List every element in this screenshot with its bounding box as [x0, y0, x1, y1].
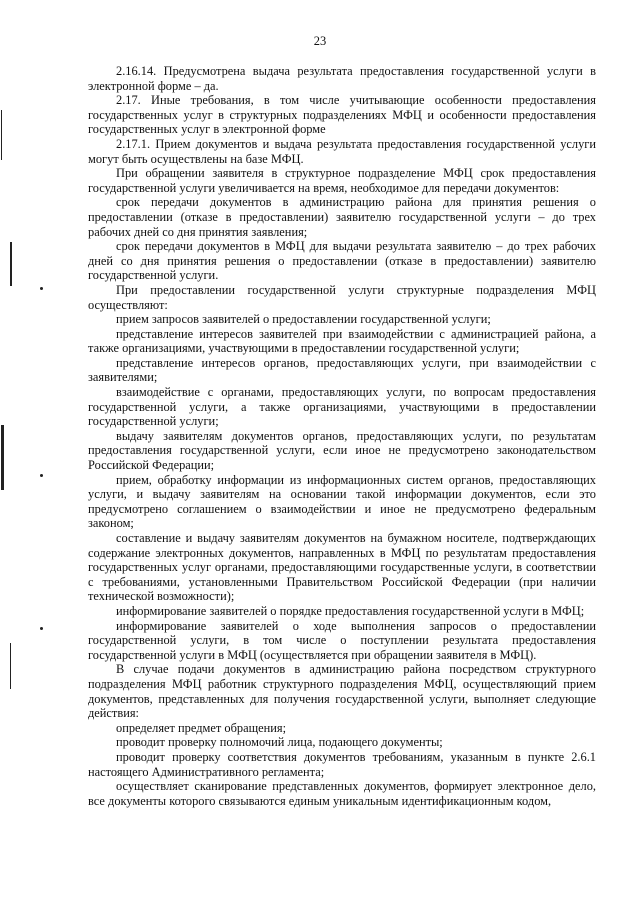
paragraph: проводит проверку полномочий лица, подающего документы;	[116, 735, 443, 750]
scan-mark	[40, 287, 43, 290]
paragraph: 2.17.1. Прием документов и выдача результата предоставления государственной услуги могут быть осуществлены на базе МФЦ.	[88, 136, 596, 166]
document-body	[88, 64, 596, 808]
scan-mark	[40, 627, 43, 630]
paragraph: прием запросов заявителей о предоставлении государственной услуги;	[116, 312, 491, 327]
paragraph: срок передачи документов в администрацию района для принятия решения о предоставлении (отказе в предоставлении) заявителю государственной услуги – до трех рабочих дней со дня принятия заявления;	[88, 195, 596, 239]
paragraph: выдачу заявителям документов органов, предоставляющих услуги, по результатам предоставления государственной услуги, если иное не предусмотрено законодательством Российской Федерации;	[88, 428, 596, 473]
paragraph: взаимодействие с органами, предоставляющих услуги, по вопросам предоставления государственной услуги, а также организациями, участвующими в предоставлении государственной услуги;	[88, 385, 596, 429]
scan-mark	[40, 474, 43, 477]
paragraph: осуществляет сканирование представленных документов, формирует электронное дело, все документы которого связываются единым уникальным идентификационным кодом,	[88, 779, 596, 808]
paragraph: проводит проверку соответствия документов требованиям, указанным в пункте 2.6.1 настоящего Административного регламента;	[88, 749, 596, 779]
page-number: 23	[313, 34, 327, 48]
scan-mark	[10, 242, 12, 286]
paragraph: составление и выдачу заявителям документов на бумажном носителе, подтверждающих содержание электронных документов, направленных в МФЦ по результатам предоставления государственных услуг органами, предоставляющими государственные услуги, в соответствии с требованиями, установленными Правительством Российской Федерации (при наличии технической возможности);	[88, 531, 596, 604]
paragraph: срок передачи документов в МФЦ для выдачи результата заявителю – до трех рабочих дней со дня принятия решения о предоставлении (отказе в предоставлении) заявителю государственной услуги.	[88, 239, 596, 283]
paragraph: прием, обработку информации из информационных систем органов, предоставляющих услуги, и выдачу заявителям на основании такой информации документов, если это предусмотрено соглашением о взаимодействии и иное не предусмотрено федеральным законом;	[88, 472, 596, 531]
scan-mark	[1, 425, 4, 490]
scan-mark	[10, 643, 11, 689]
paragraph: При обращении заявителя в структурное подразделение МФЦ срок предоставления государственной услуги увеличивается на время, необходимое для передачи документов:	[88, 166, 596, 195]
paragraph: определяет предмет обращения;	[116, 720, 287, 735]
paragraph: информирование заявителей о порядке предоставления государственной услуги в МФЦ;	[116, 603, 585, 618]
paragraph: представление интересов заявителей при взаимодействии с администрацией района, а также организациями, участвующими в предоставлении государственной услуги;	[88, 326, 596, 356]
paragraph: представление интересов органов, предоставляющих услуги, при взаимодействии с заявителями;	[88, 355, 596, 385]
paragraph: информирование заявителей о ходе выполнения запросов о предоставлении государственной услуги, в том числе о поступлении результата предоставления государственной услуги в МФЦ (осуществляется при обращении заявителя в МФЦ).	[88, 618, 596, 662]
paragraph: В случае подачи документов в администрацию района посредством структурного подразделения МФЦ работник структурного подразделения МФЦ, осуществляющий прием документов, представленных для получения государственной услуги, выполняет следующие действия:	[88, 662, 596, 721]
paragraph: 2.17. Иные требования, в том числе учитывающие особенности предоставления государственных услуг в структурных подразделениях МФЦ и особенности предоставления государственных услуг в электронной форме	[88, 93, 596, 137]
paragraph: При предоставлении государственной услуги структурные подразделения МФЦ осуществляют:	[88, 282, 596, 312]
scan-mark	[1, 110, 2, 160]
paragraph: 2.16.14. Предусмотрена выдача результата предоставления государственной услуги в электронной форме – да.	[88, 64, 596, 93]
